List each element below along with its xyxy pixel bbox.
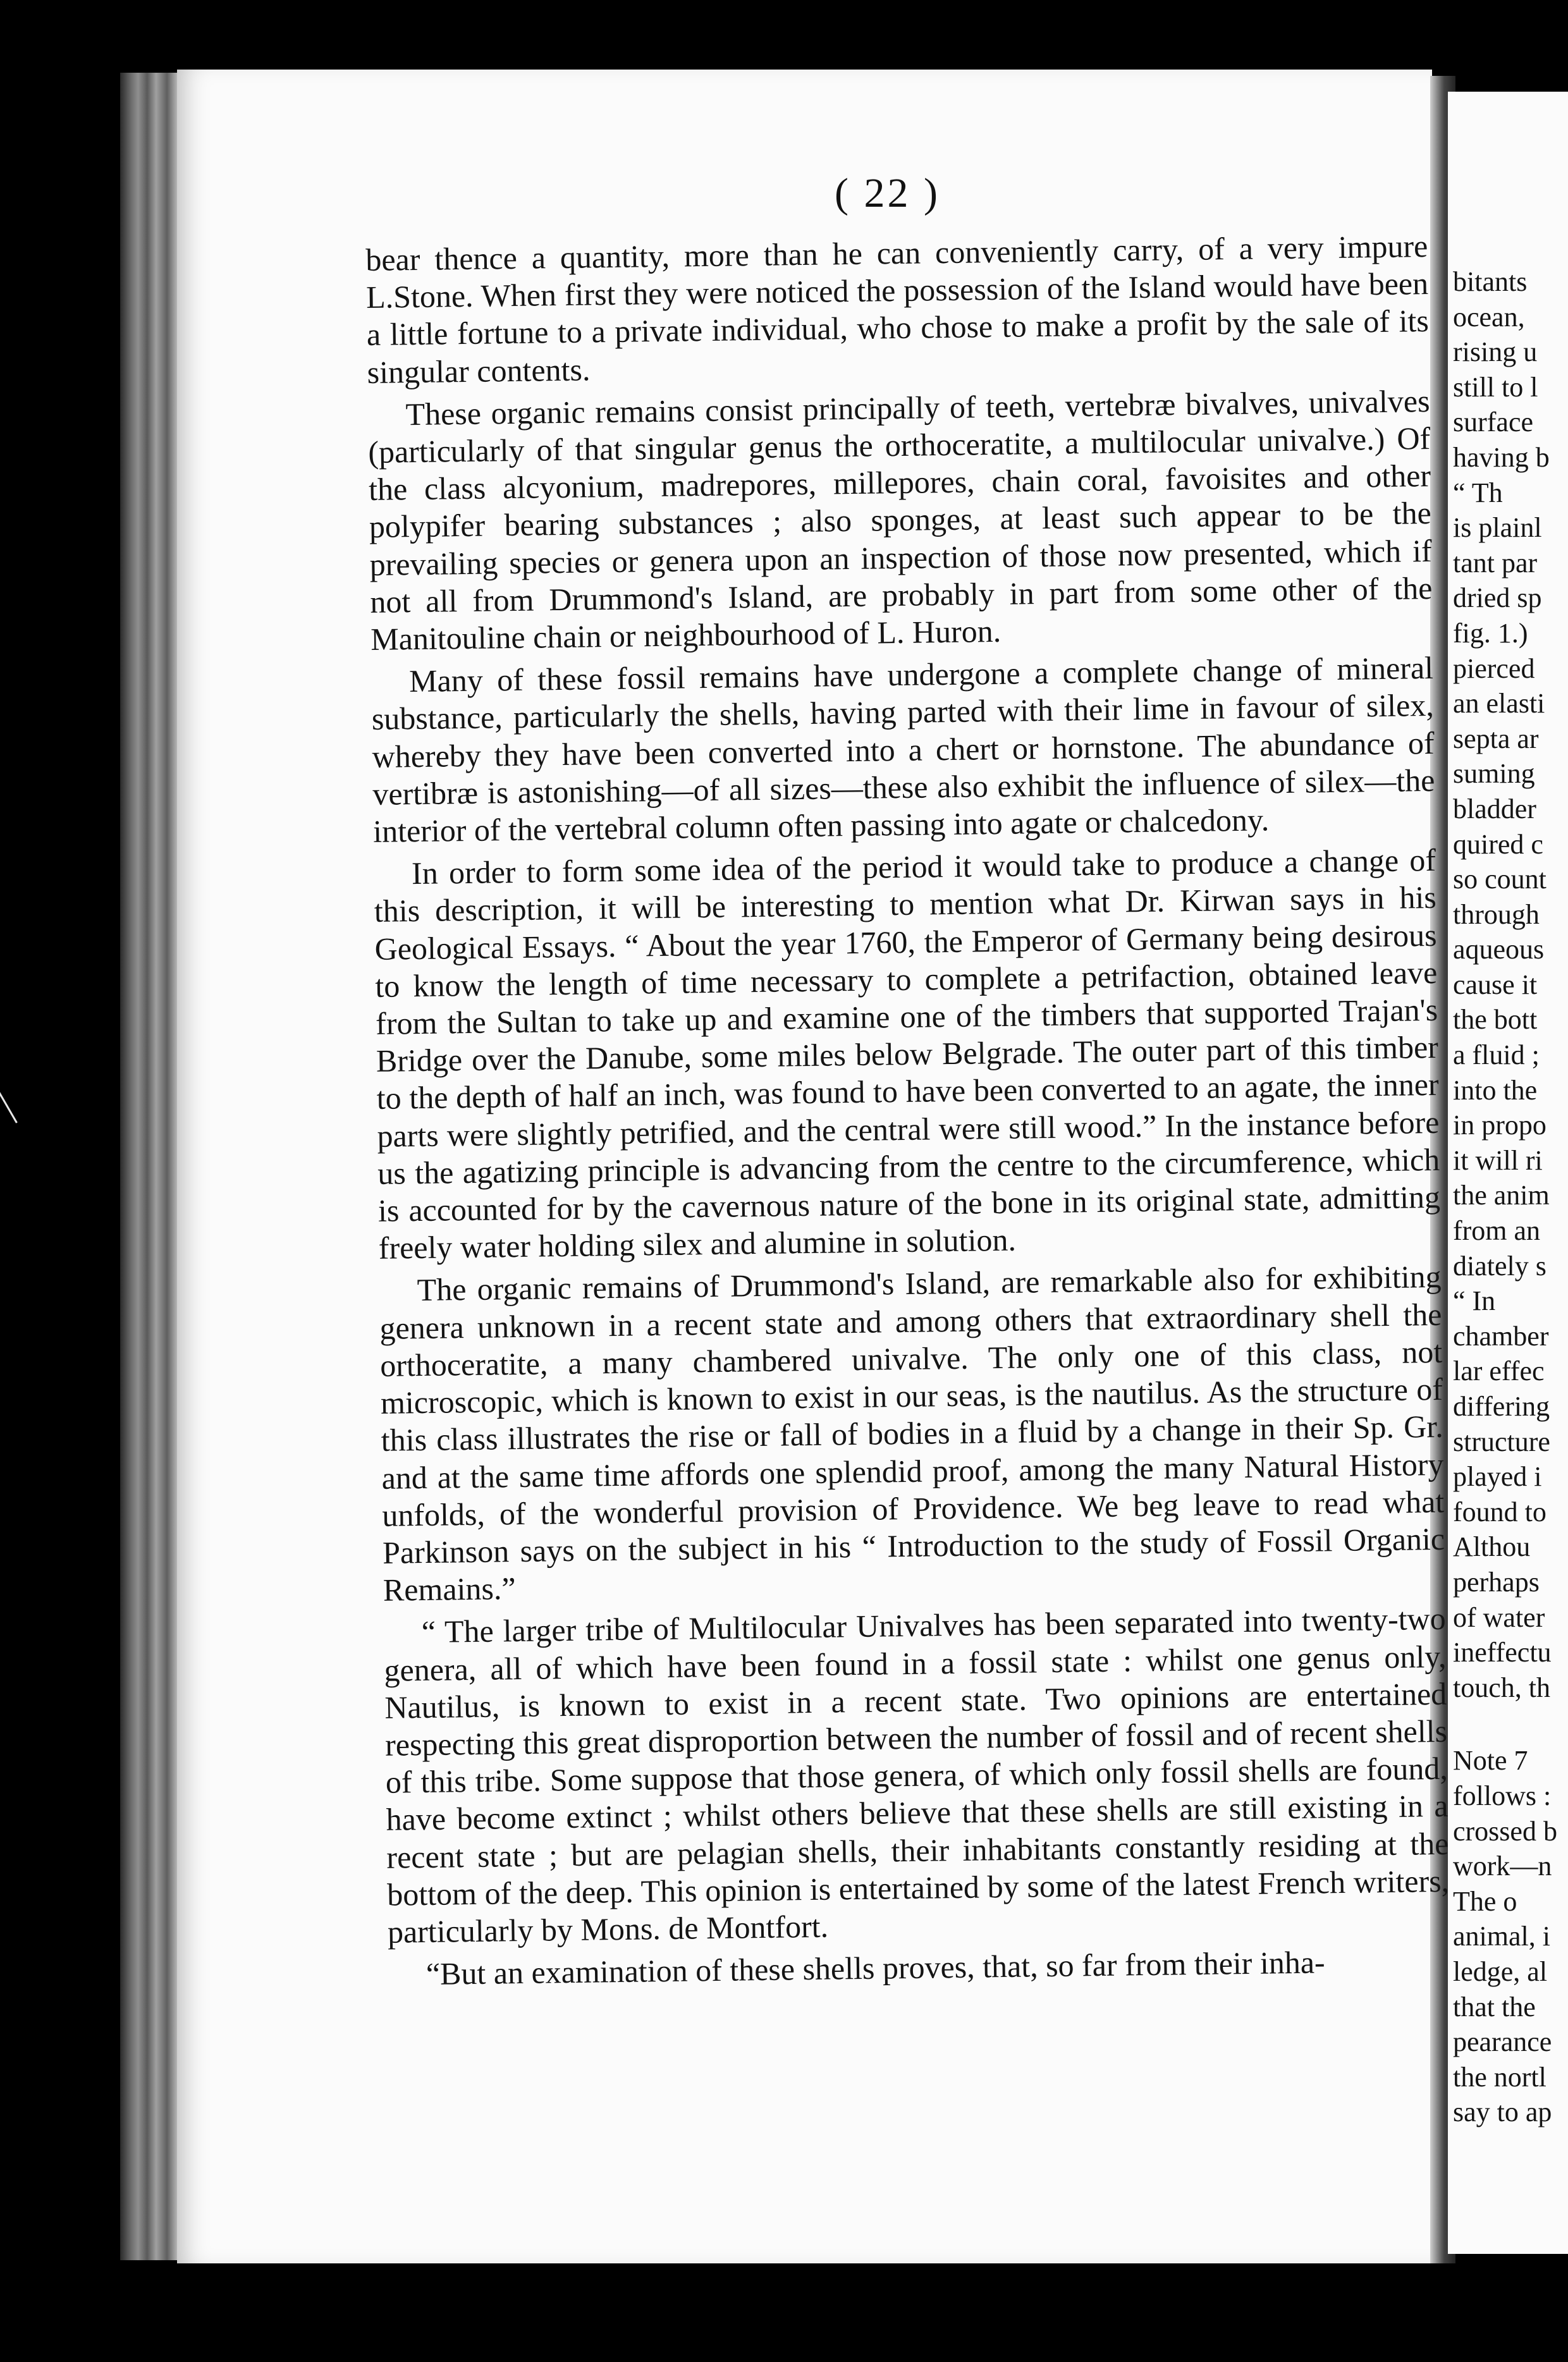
adjacent-page-line: found to (1453, 1496, 1547, 1527)
adjacent-page-line: differing (1453, 1391, 1550, 1422)
adjacent-page-line: rising u (1453, 336, 1538, 368)
adjacent-page-line: pierced (1453, 652, 1535, 684)
adjacent-page-line: from an (1453, 1215, 1541, 1247)
adjacent-page-line: in propo (1453, 1110, 1547, 1141)
adjacent-page-line: work—n (1453, 1851, 1552, 1882)
adjacent-page-line: into the (1453, 1074, 1538, 1106)
adjacent-page-line: bladder (1453, 793, 1536, 824)
adjacent-page-line: ledge, al (1453, 1955, 1548, 1987)
adjacent-page-text (1453, 264, 1568, 2130)
adjacent-page-line: ocean, (1453, 301, 1525, 333)
adjacent-page-line: animal, i (1453, 1921, 1550, 1952)
adjacent-page-line: it will ri (1453, 1144, 1543, 1176)
adjacent-page-line: the bott (1453, 1004, 1538, 1036)
adjacent-page-line: an elasti (1453, 688, 1545, 719)
adjacent-page-line: quired c (1453, 828, 1543, 860)
adjacent-page-line: of water (1453, 1601, 1545, 1633)
book-spine (120, 73, 180, 2260)
paragraph-3: Many of these fossil remains have undergone a complete change of mineral substance, particularly the shells, having parted with their lime in favour of silex, whereby they have been converted into a chert or hornstone. The abundance of vertibræ is astonishing—of all sizes—these also exhibit the influence of silex—the interior of the vertebral column often passing into agate or chalcedony. (371, 650, 1435, 849)
adjacent-page-line: crossed b (1453, 1815, 1557, 1847)
adjacent-page-line: say to ap (1453, 2096, 1552, 2128)
adjacent-page-line: lar effec (1453, 1355, 1545, 1387)
paragraph-5: The organic remains of Drummond's Island, are remarkable also for exhibiting genera unknown in a recent state and among others that extraordinary shell the orthoceratite, a many chambered univalve. The only one of this class, not microscopic, which is known to exist in our seas, is the nautilus. As the structure of this class illustrates the rise or fall of bodies in a fluid by a change in their Sp. Gr. and at the same time affords one splendid proof, among the many Natural History unfolds, of the wonderful provision of Providence. We beg leave to read what Parkinson says on the subject in his “ Introduction to the study of Fossil Organic Remains.” (379, 1259, 1445, 1608)
adjacent-page-line: is plainl (1453, 512, 1542, 544)
adjacent-page-line: perhaps (1453, 1566, 1540, 1598)
adjacent-page-line: still to l (1453, 371, 1538, 403)
adjacent-page-line: Althou (1453, 1531, 1531, 1563)
adjacent-page-line: bitants (1453, 266, 1528, 297)
adjacent-page-line: touch, th (1453, 1672, 1550, 1703)
adjacent-page-line: the nortl (1453, 2061, 1547, 2093)
adjacent-page-line: that the (1453, 1991, 1536, 2022)
adjacent-page-line: dried sp (1453, 582, 1542, 614)
paragraph-6: “ The larger tribe of Multilocular Univalves has been separated into twenty-two genera, all of which have been found in a fossil state : whilst one genus only, Nautilus, is known to exist in a recent state. Two opinions are entertained respecting this great disproportion between the number of fossil and of recent shells of this tribe. Some suppose that those genera, of which only fossil shells are found, have become extinct ; whilst others believe that these shells are still existing in a recent state ; but are pelagian shells, their inhabitants constantly residing at the bottom of the deep. This opinion is entertained by some of the latest French writers, particularly by Mons. de Montfort. (384, 1601, 1450, 1950)
adjacent-page-line: a fluid ; (1453, 1039, 1540, 1071)
adjacent-page-line: the anim (1453, 1180, 1550, 1211)
adjacent-page-line: structure (1453, 1426, 1550, 1457)
adjacent-page-line: ineffectu (1453, 1637, 1552, 1668)
adjacent-page-line (1453, 1705, 1568, 1743)
adjacent-page-line: “ Th (1453, 477, 1503, 508)
adjacent-page-line: The o (1453, 1885, 1517, 1917)
adjacent-page-line: aqueous (1453, 934, 1545, 965)
paragraph-4: In order to form some idea of the period it would take to produce a change of this description, it will be interesting to mention what Dr. Kirwan says in his Geological Essays. “ About the year 1760, the Emperor of Germany being desirous to know the length of time necessary to complete a petrifaction, obtained leave from the Sultan to take up and examine one of the timbers that supported Trajan's Bridge over the Danube, some miles below Belgrade. The outer part of this timber to the depth of half an inch, was found to have been converted to an agate, the inner parts were slightly petrified, and the central were still wood.” In the instance before us the agatizing principle is advancing from the centre to the circumference, which is accounted for by the cavernous nature of the bone in its original state, admitting freely water holding silex and alumine in solution. (374, 842, 1441, 1266)
adjacent-page-line: septa ar (1453, 723, 1539, 754)
body-text (365, 228, 1450, 1993)
adjacent-page-line: suming (1453, 758, 1535, 790)
adjacent-page-line: through (1453, 898, 1540, 930)
page-number: ( 22 ) (835, 170, 940, 216)
adjacent-page-line: played i (1453, 1461, 1542, 1493)
paragraph-7: “But an examination of these shells proves, that, so far from their inha- (426, 1944, 1325, 1992)
adjacent-page-line: Note 7 (1453, 1745, 1528, 1777)
scan-artifact-mark (0, 1089, 18, 1123)
adjacent-page-line: “ In (1453, 1285, 1496, 1317)
adjacent-page-line: having b (1453, 441, 1550, 473)
paragraph-1: bear thence a quantity, more than he can conveniently carry, of a very impure L.Stone. When first they were noticed the possession of the Island would have been a little fortune to a private individual, who chose to make a profit by the sale of its singular contents. (365, 228, 1430, 390)
adjacent-page-line: cause it (1453, 969, 1538, 1000)
paragraph-2: These organic remains consist principally of teeth, vertebræ bivalves, univalves (particularly of that singular genus the orthoceratite, a multilocular univalve.) Of the class alcyonium, madrepores, millepores, chain coral, favoisites and other polypifer bearing substances ; also sponges, at least such appear to be the prevailing species or genera upon an inspection of those now presented, which if not all from Drummond's Island, are probably in part from some other of the Manitouline chain or neighbourhood of L. Huron. (367, 382, 1433, 657)
adjacent-page-line: so count (1453, 864, 1547, 895)
adjacent-page-line: chamber (1453, 1320, 1549, 1352)
adjacent-page-line: tant par (1453, 547, 1538, 578)
adjacent-page-line: fig. 1.) (1453, 617, 1528, 649)
adjacent-page-line: diately s (1453, 1250, 1547, 1282)
adjacent-page-line: surface (1453, 407, 1534, 438)
adjacent-page-line: follows : (1453, 1780, 1552, 1811)
adjacent-page-line: pearance (1453, 2026, 1552, 2058)
